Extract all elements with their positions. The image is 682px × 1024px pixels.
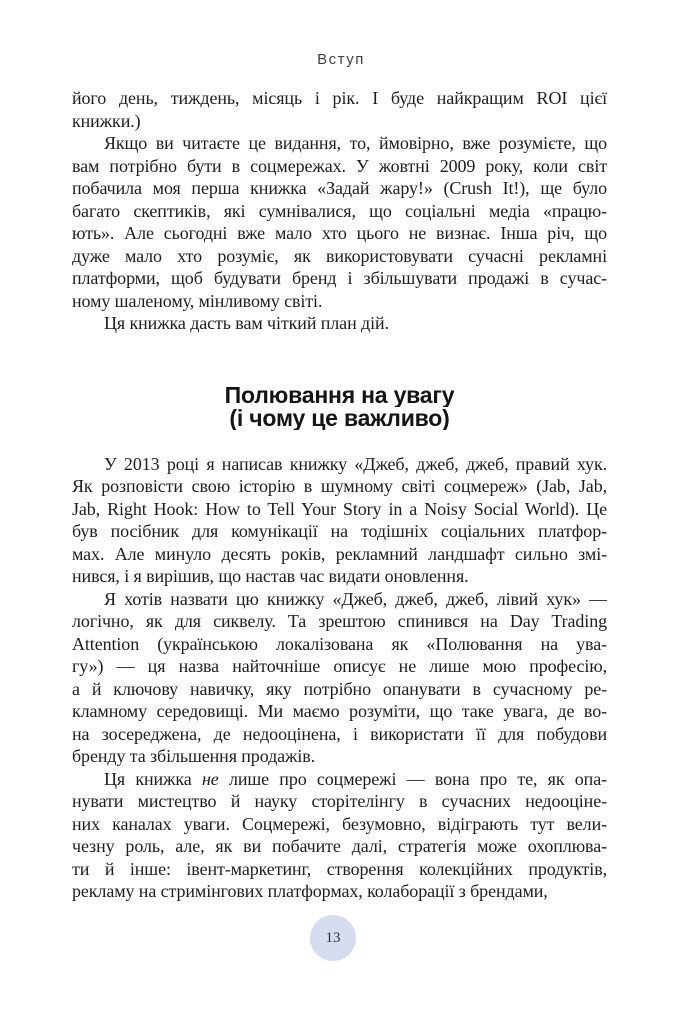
text-line: його день, тиждень, місяць і рік. І буде найкращим ROI цієї [72,88,607,108]
paragraph [72,453,607,588]
page-number: 13 [325,929,341,946]
section-heading [72,384,607,430]
text-line: Jab, Right Hook: How to Tell Your Story in a Noisy Social World). Це [72,498,607,519]
paragraph [72,768,607,903]
text-line: рекламу на стримінгових платформах, колаборації з брендами, [72,881,548,901]
text-line: книжки.) [72,110,141,131]
text-line: логічно, як для сиквелу. Та зрештою спинився на Day Trading [72,611,607,631]
paragraph [72,312,607,335]
text-line: був посібник для комунікації на тодішніх соціальних платфор- [72,521,607,541]
running-head: Вступ [317,51,365,68]
text-line: нився, і я вирішив, що настав час видати оновлення. [72,566,469,586]
heading-line: (і чому це важливо) [229,406,450,430]
text-line: Якщо ви читаєте це видання, то, ймовірно, вже розумієте, що [104,133,607,153]
text-line: вам потрібно бути в соцмережах. У жовтні 2009 року, коли світ [72,155,607,176]
paragraph [72,588,607,768]
paragraph [72,132,607,312]
text-line: Ця книжка дасть вам чіткий план дій. [104,313,389,333]
text-line: бренду та збільшення продажів. [72,746,316,766]
text-line: кламному середовищі. Ми маємо розуміти, що таке увага, де во- [72,701,607,721]
text-line: мах. Але минуло десять років, рекламний ландшафт сильно змі- [72,543,607,564]
text-line: ному шаленому, мінливому світі. [72,290,323,311]
page-number-badge [310,915,356,961]
text-line: а й ключову навичку, яку потрібно опанувати в сучасному ре- [72,678,607,699]
text-line: на зосереджена, де недооцінена, і використати її для побудови [72,723,607,744]
text-line: Я хотів назвати цю книжку «Джеб, джеб, джеб, лівий хук» — [104,588,607,609]
text-line: них каналах уваги. Соцмережі, безумовно, відіграють тут вели- [72,813,607,834]
heading-line: Полювання на увагу [224,383,455,407]
text-line: багато скептиків, які сумнівалися, що соціальні медіа «працю- [72,200,607,221]
text-line: дуже мало хто розуміє, як використовувати сучасні рекламні [72,245,607,266]
text-line: побачила моя перша книжка «Задай жару!» (Crush It!), ще було [72,178,607,198]
paragraph [72,87,607,132]
text-line: ти й інше: івент-маркетинг, створення колекційних продуктів, [72,858,607,879]
text-line: Ця книжка не лише про соцмережі — вона про те, як опа- [104,768,607,789]
text-line: чезну роль, але, як ви побачите далі, стратегія може охоплюва- [72,836,607,856]
text-line: гу») — ця назва найточніше описує не лише мою професію, [72,656,607,676]
text-line: платформи, щоб будувати бренд і збільшувати продажі в сучас- [72,268,607,288]
text-line: Як розповісти свою історію в шумному світі соцмереж» (Jab, Jab, [72,476,607,496]
text-line: нувати мистецтво й науку сторітелінгу в сучасних недооціне- [72,791,607,811]
page-content [72,87,607,903]
text-line: У 2013 році я написав книжку «Джеб, джеб, джеб, правий хук. [104,453,607,474]
text-line: Attention (українською локалізована як «Полювання на ува- [72,633,607,654]
text-line: ють». Але сьогодні вже мало хто цього не визнає. Інша річ, що [72,223,607,243]
